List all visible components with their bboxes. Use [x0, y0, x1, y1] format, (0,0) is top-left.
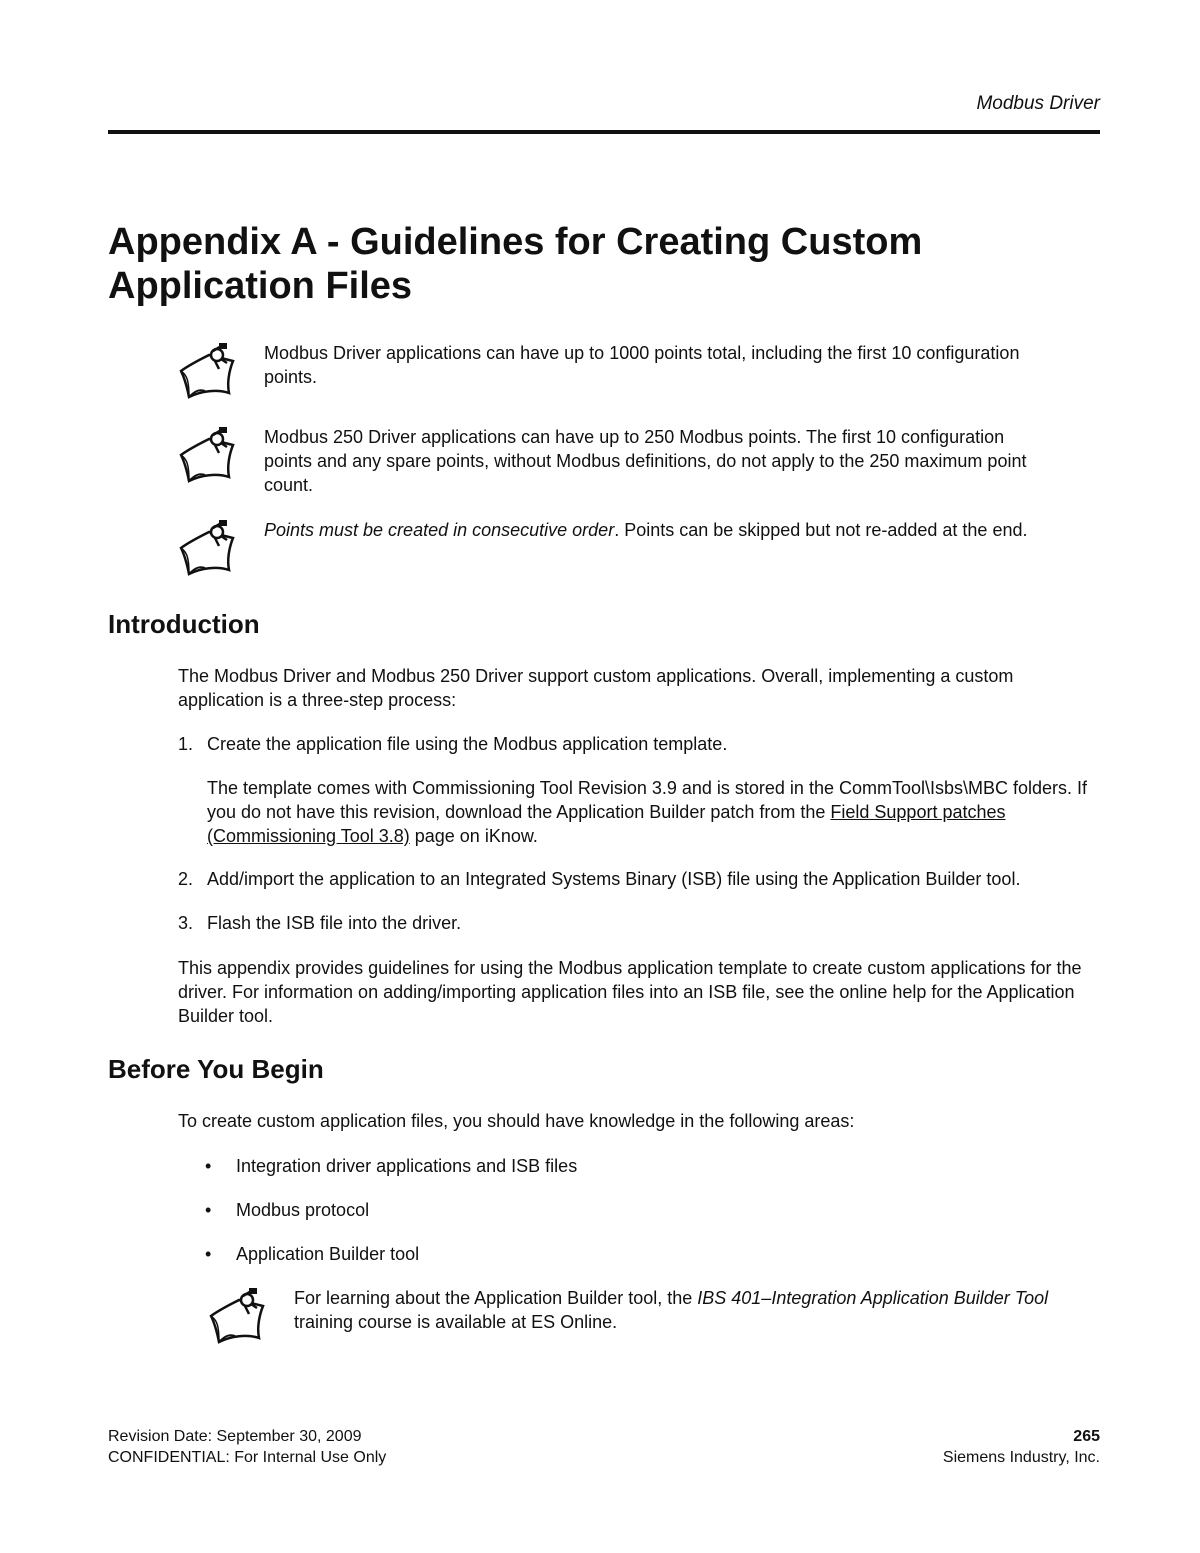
- step-1: [178, 732, 1103, 756]
- bullet-text: Application Builder tool: [236, 1244, 420, 1264]
- section-heading-before-you-begin: Before You Begin: [108, 1054, 324, 1084]
- company-name: Siemens Industry, Inc.: [942, 1449, 1100, 1466]
- step-text: Create the application file using the Modbus application template.: [207, 734, 728, 754]
- confidential-notice: CONFIDENTIAL: For Internal Use Only: [108, 1449, 387, 1466]
- step-number: 1.: [178, 734, 194, 754]
- step-text: Flash the ISB file into the driver.: [207, 913, 462, 933]
- note-text: Modbus Driver applications can have up to 1000 points total, including the first 10 configuration points.: [264, 343, 1020, 387]
- note-1: [175, 341, 1035, 399]
- header-divider: [108, 130, 1100, 134]
- revision-date: Revision Date: September 30, 2009: [108, 1428, 362, 1445]
- page-number: 265: [1073, 1428, 1100, 1445]
- bullet-marker: •: [205, 1156, 212, 1176]
- note-2: [175, 425, 1035, 497]
- step-number: 2.: [178, 869, 194, 889]
- bullet-text: Integration driver applications and ISB files: [236, 1156, 578, 1176]
- step-1-detail: [178, 776, 1103, 848]
- note-text: Modbus 250 Driver applications can have up to 250 Modbus points. The first 10 configuration points and any spare points, without Modbus definitions, do not apply to the 250 maximum point count.: [264, 427, 1027, 495]
- intro-paragraph: The Modbus Driver and Modbus 250 Driver support custom applications. Overall, implementing a custom application is a three-step process:: [178, 666, 1014, 710]
- note-emphasis: Points must be created in consecutive order: [264, 520, 615, 540]
- footer-right: [943, 1426, 1100, 1468]
- step-number: 3.: [178, 913, 194, 933]
- closing-paragraph: This appendix provides guidelines for using the Modbus application template to create custom applications for the driver. For information on adding/importing application files into an ISB file, see the online help for the Application Builder tool.: [178, 958, 1082, 1026]
- note-3: [175, 518, 1035, 576]
- note-text-end: training course is available at ES Online.: [294, 1312, 618, 1332]
- note-text: [264, 518, 1027, 542]
- bullet-item: [205, 1154, 577, 1178]
- running-header: Modbus Driver: [976, 93, 1100, 114]
- detail-text: The template comes with Commissioning Tool Revision 3.9 and is stored in the CommTool\Isbs\MBC folders. If you do not have this revision, download the Application Builder patch from the: [207, 778, 1088, 822]
- section-heading-introduction: Introduction: [108, 609, 260, 639]
- detail-text-end: page on iKnow.: [409, 826, 538, 846]
- pushpin-note-icon: [175, 341, 239, 399]
- pushpin-note-icon: [175, 425, 239, 483]
- bullet-item: [205, 1242, 419, 1266]
- bullet-marker: •: [205, 1244, 212, 1264]
- pushpin-note-icon: [175, 518, 239, 576]
- note-text: [294, 1286, 1085, 1334]
- pushpin-note-icon: [205, 1286, 269, 1344]
- step-2: [178, 867, 1103, 891]
- course-title: IBS 401–Integration Application Builder Tool: [697, 1288, 1049, 1308]
- step-3: [178, 911, 1103, 935]
- note-text-start: For learning about the Application Builder tool, the: [294, 1288, 698, 1308]
- bullet-text: Modbus protocol: [236, 1200, 370, 1220]
- before-intro-paragraph: To create custom application files, you should have knowledge in the following areas:: [178, 1111, 855, 1131]
- bullet-marker: •: [205, 1200, 212, 1220]
- page-title: Appendix A - Guidelines for Creating Custom Application Files: [108, 221, 923, 307]
- field-support-patches-link[interactable]: Field Support patches (Commissioning Tool 3.8): [207, 802, 1006, 846]
- step-text: Add/import the application to an Integrated Systems Binary (ISB) file using the Application Builder tool.: [207, 869, 1021, 889]
- bullet-item: [205, 1198, 369, 1222]
- note-4: [205, 1286, 1085, 1344]
- footer-left: [108, 1426, 386, 1468]
- note-text-rest: . Points can be skipped but not re-added at the end.: [614, 520, 1028, 540]
